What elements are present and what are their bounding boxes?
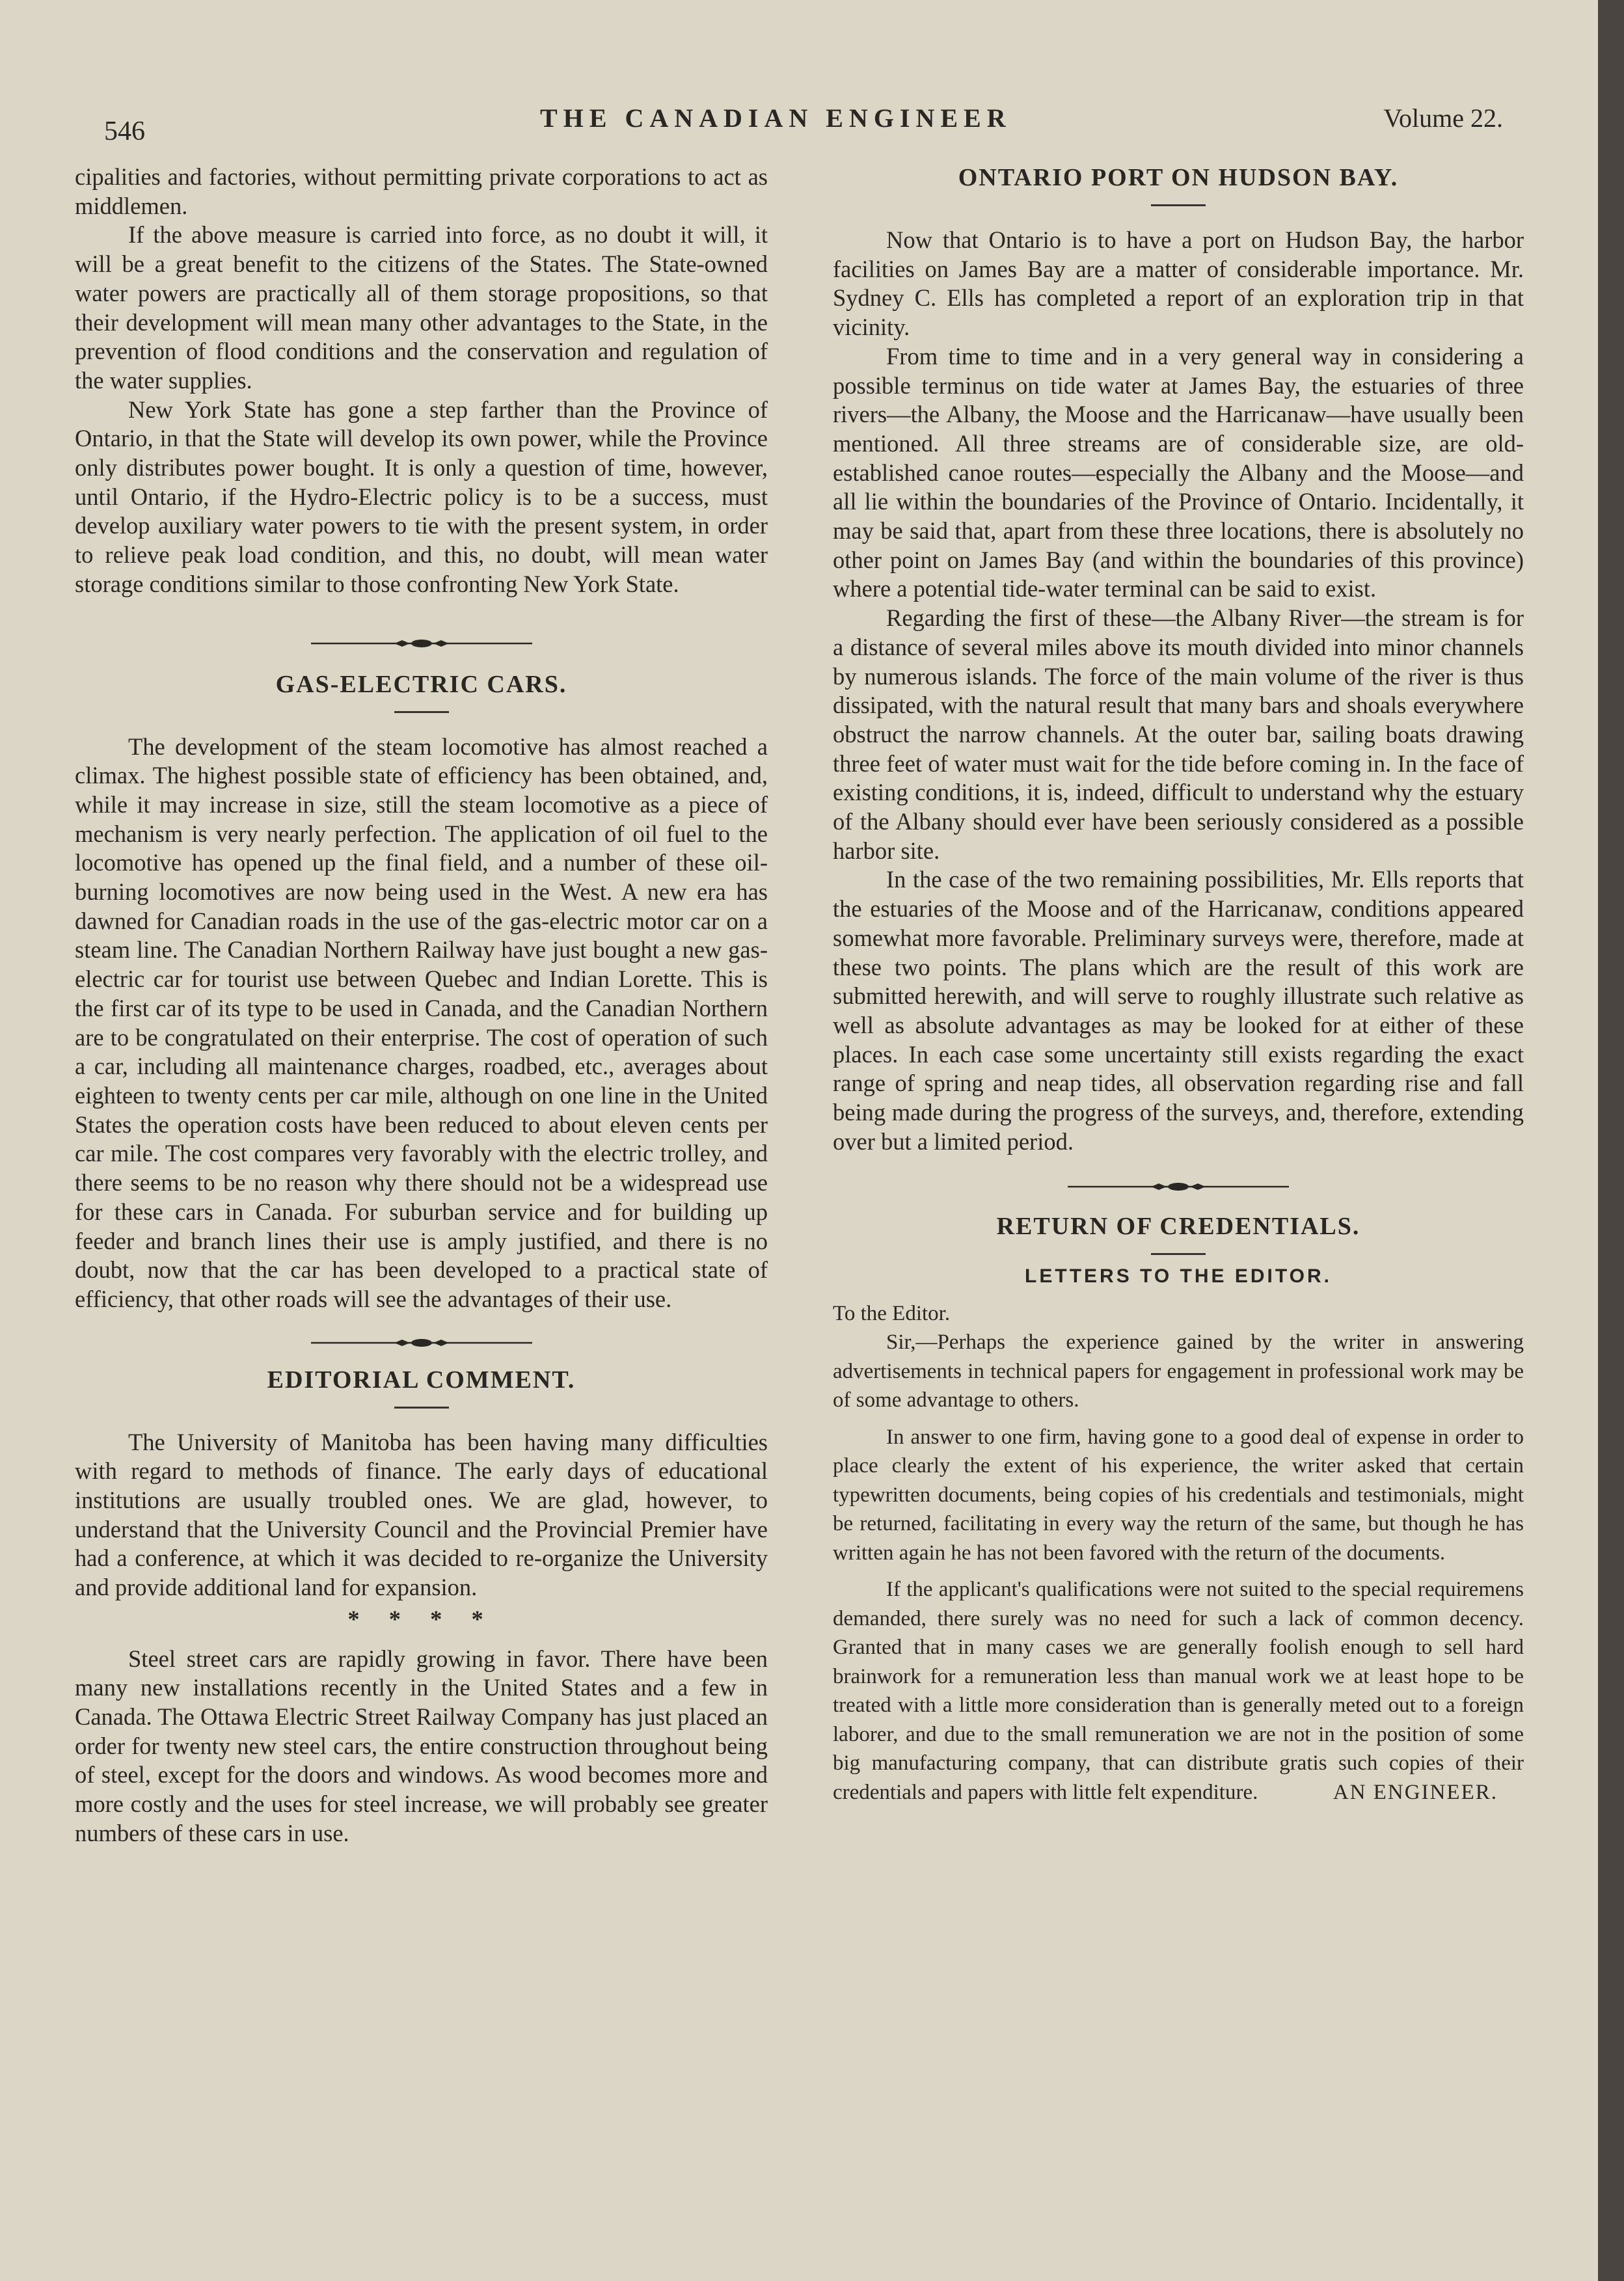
letter-body [833, 1299, 1524, 1807]
page-header [98, 96, 1503, 146]
heading-editorial-comment: EDITORIAL COMMENT. [267, 1366, 576, 1394]
left-column [75, 163, 768, 1848]
paragraph: In answer to one firm, having gone to a good deal of expense in order to place clearly the extent of his experience, the writer asked that certain typewritten documents, being copies of his credentials and testimonials, might be returned, facilitating in every way the return of the same, but though he has written again he has not been favored with the return of the documents. [833, 1425, 1524, 1565]
paragraph: From time to time and in a very general way in considering a possible terminus on tide water at James Bay, the estuaries of three rivers—the Albany, the Moose and the Harricanaw—have usually been mentioned. All three streams are of considerable size, are old-established canoe routes—especially the Albany and the Moose—and all lie within the boundaries of the Province of Ontario. Incidentally, it may be said that, apart from these three locations, there is absolutely no other point on James Bay (and within the boundaries of this province) where a potential tide-water terminal can be said to exist. [833, 342, 1524, 602]
section-separator: * * * * [347, 1605, 495, 1632]
paragraph: If the applicant's qualifications were not suited to the special requiremens demanded, there surely was no need for such a lack of common decency. Granted that in many cases we are generally foolish enough to sell hard brainwork for a remuneration less than manual work we at least hope to be treated with a little more consideration than is generally meted out to a foreign laborer, and due to the small remuneration we are not in the position of some big manufacturing company, that can distribute gratis such copies of their credentials and papers with little felt expenditure. [833, 1578, 1524, 1804]
paragraph: New York State has gone a step farther than the Province of Ontario, in that the State will develop its own power, while the Province only distributes power bought. It is only a question of time, however, until Ontario, if the Hydro-Electric policy is to be a success, must develop auxiliary water powers to tie with the present system, in order to relieve peak load condition, and this, no doubt, will mean water storage conditions similar to those confronting New York State. [75, 396, 768, 597]
heading-rule [394, 1407, 449, 1409]
letter-signature: AN ENGINEER. [1333, 1781, 1498, 1804]
paragraph: Now that Ontario is to have a port on Hudson Bay, the harbor facilities on James Bay are a matter of considerable importance. Mr. Sydney C. Ells has completed a report of an exploration trip in that vicinity. [833, 226, 1524, 341]
paragraph: Steel street cars are rapidly growing in favor. There have been many new installations recently in the United States and a few in Canada. The Ottawa Electric Street Railway Company has just placed an order for twenty new steel cars, the entire construction throughout being of steel, except for the doors and windows. As wood becomes more and more costly and the uses for steel increase, we will probably see greater numbers of these cars in use. [75, 1645, 768, 1846]
heading-rule [394, 711, 449, 713]
paragraph: Sir,—Perhaps the experience gained by the writer in answering advertisements in technical papers for engagement in professional work may be of some advantage to others. [833, 1330, 1524, 1412]
paragraph: If the above measure is carried into force, as no doubt it will, it will be a great benefit to the citizens of the States. The State-owned water powers are practically all of them storage propositions, so that their development will mean many other advantages to the State, in the prevention of flood conditions and the conservation and regulation of the water supplies. [75, 221, 768, 394]
volume-label: Volume 22. [1383, 103, 1503, 133]
ornament-divider [311, 1336, 532, 1349]
paragraph: Regarding the first of these—the Albany River—the stream is for a distance of several miles above its mouth divided into minor channels by numerous islands. The force of the main volume of the river is thus dissipated, with the natural result that many bars and shoals everywhere obstruct the narrow channels. At the outer bar, sailing boats drawing three feet of water must wait for the tide before coming in. In the face of existing conditions, it is, indeed, difficult to understand why the estuary of the Albany should ever have been seriously considered as a possible harbor site. [833, 604, 1524, 864]
letter-salutation: To the Editor. [833, 1301, 951, 1325]
page-number: 546 [104, 116, 145, 146]
heading-gas-electric-cars: GAS-ELECTRIC CARS. [275, 670, 567, 698]
heading-return-of-credentials: RETURN OF CREDENTIALS. [996, 1212, 1360, 1240]
ornament-divider [311, 637, 532, 650]
paragraph: In the case of the two remaining possibilities, Mr. Ells reports that the estuaries of the Moose and of the Harricanaw, conditions appeared somewhat more favorable. Preliminary surveys were, therefore, made at these two points. The plans which are the result of this work are submitted herewith, and will serve to roughly illustrate such relative as well as absolute advantages as may be looked for at either of these places. In each case some uncertainty still exists regarding the exact range of spring and neap tides, all observation regarding rise and fall being made during the progress of the surveys, and, therefore, extending over but a limited period. [833, 866, 1524, 1155]
continued-text: cipalities and factories, without permitting private corporations to act as middlemen. [75, 163, 768, 219]
right-column [833, 163, 1524, 1807]
heading-ontario-port: ONTARIO PORT ON HUDSON BAY. [958, 164, 1399, 191]
binding-edge [1598, 0, 1624, 2281]
heading-rule [1151, 204, 1206, 206]
heading-rule [1151, 1253, 1206, 1255]
subheading-letters-to-editor: LETTERS TO THE EDITOR. [1025, 1265, 1332, 1287]
paragraph: The development of the steam locomotive has almost reached a climax. The highest possible state of efficiency has been obtained, and, while it may increase in size, still the steam locomotive as a piece of mechanism is very nearly perfection. The application of oil fuel to the locomotive has opened up the final field, and a number of these oil-burning locomotives are now being used in the West. A new era has dawned for Canadian roads in the use of the gas-electric motor car on a steam line. The Canadian Northern Railway have just bought a new gas-electric car for tourist use between Quebec and Indian Lorette. This is the first car of its type to be used in Canada, and the Canadian Northern are to be congratulated on their enterprise. The cost of operation of such a car, including all maintenance charges, roadbed, etc., averages about eighteen to twenty cents per car mile, although on one line in the United States the operation costs have been reduced to about eleven cents per car mile. The cost compares very favorably with the electric trolley, and there seems to be no reason why there should not be a widespread use for these cars in Canada. For suburban service and for building up feeder and branch lines their use is amply justified, and there is no doubt, now that the car has been developed to a practical state of efficiency, that other roads will see the advantages of their use. [75, 733, 768, 1312]
paragraph: The University of Manitoba has been having many difficulties with regard to methods of finance. The early days of educational institutions are usually troubled ones. We are glad, however, to understand that the University Council and the Provincial Premier have had a conference, at which it was decided to re-organize the University and provide additional land for expansion. [75, 1428, 768, 1601]
ornament-divider [1068, 1180, 1289, 1193]
journal-title: THE CANADIAN ENGINEER [540, 103, 1012, 133]
